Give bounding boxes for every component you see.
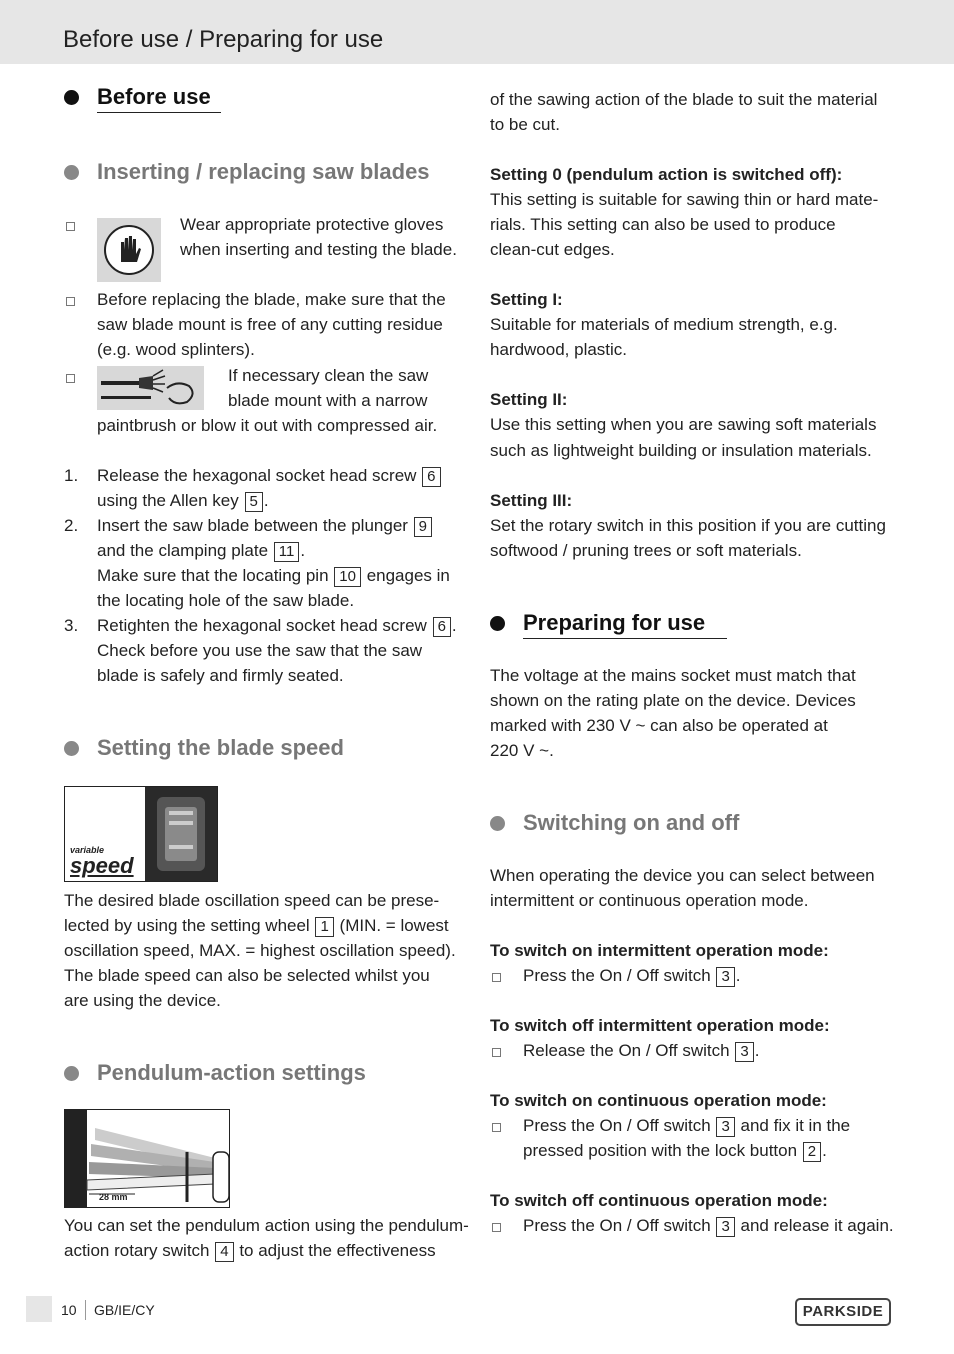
list-bullet [492,1223,501,1232]
gloves-icon [97,218,161,282]
part-ref: 5 [245,492,263,512]
setting-1-title: Setting I: [490,290,563,309]
switching-text-1: When operating the device you can select between [490,866,875,885]
part-ref: 3 [716,1117,734,1137]
region-code: GB/IE/CY [94,1302,155,1318]
preparing-text-3: marked with 230 V ~ can also be operated at [490,716,828,735]
list-bullet [492,1123,501,1132]
heading-bullet [490,816,505,831]
step-3-line-1: Retighten the hexagonal socket head screw 6 . [97,616,457,635]
footer-divider [85,1300,86,1320]
setting-1-text-1: Suitable for materials of medium strength, e.g. [490,315,838,334]
setting-3-text-2: softwood / pruning trees or soft materials. [490,541,802,560]
page-header [0,0,954,64]
on-continuous-text-1: Press the On / Off switch 3 and fix it in the [523,1116,851,1135]
page-number: 10 [61,1302,77,1318]
heading-bullet [64,90,79,105]
step-number: 3. [64,616,79,635]
list-bullet [66,297,75,306]
part-ref: 11 [274,542,300,562]
heading-bullet [64,741,79,756]
pendulum-text-2: action rotary switch 4 to adjust the effectiveness [64,1241,436,1260]
speed-text-4: The blade speed can also be selected whilst you [64,966,430,985]
pendulum-text-1: You can set the pendulum action using the pendulum- [64,1216,469,1235]
speed-text-3: oscillation speed, MAX. = highest oscillation speed). [64,941,456,960]
brand-logo: PARKSIDE [795,1298,891,1326]
part-ref: 10 [334,567,361,587]
step-2-line-4: the locating hole of the saw blade. [97,591,355,610]
glove-text-2: when inserting and testing the blade. [180,240,457,259]
part-ref: 3 [735,1042,753,1062]
part-ref: 3 [716,1217,734,1237]
pendulum-image: 28 mm [64,1109,230,1208]
cont-text-1: of the sawing action of the blade to suit the material [490,90,878,109]
heading-bullet [64,1066,79,1081]
setting-0-title: Setting 0 (pendulum action is switched off): [490,165,843,184]
speed-text-5: are using the device. [64,991,221,1010]
before-use-heading: Before use [97,84,221,113]
on-intermittent-title: To switch on intermittent operation mode: [490,941,829,960]
off-continuous-title: To switch off continuous operation mode: [490,1191,828,1210]
off-continuous-text: Press the On / Off switch 3 and release it again. [523,1216,894,1235]
glove-text-1: Wear appropriate protective gloves [180,215,444,234]
step-2-line-1: Insert the saw blade between the plunger 9 [97,513,433,538]
part-ref: 2 [803,1142,821,1162]
preparing-text-2: shown on the rating plate on the device. Devices [490,691,856,710]
inserting-heading: Inserting / replacing saw blades [97,159,430,184]
step-number: 2. [64,516,79,535]
list-bullet [66,374,75,383]
pendulum-heading: Pendulum-action settings [97,1060,366,1085]
speed-image: variable speed [64,786,218,882]
before-replacing-2: saw blade mount is free of any cutting residue [97,315,443,334]
part-ref: 9 [414,517,432,537]
setting-2-text-2: such as lightweight building or insulation materials. [490,441,872,460]
preparing-text-4: 220 V ~. [490,741,554,760]
preparing-text-1: The voltage at the mains socket must match that [490,666,856,685]
step-1-line-2: using the Allen key 5 . [97,491,269,510]
setting-2-text-1: Use this setting when you are sawing soft materials [490,415,877,434]
list-bullet [66,222,75,231]
off-intermittent-title: To switch off intermittent operation mode: [490,1016,830,1035]
speed-heading: Setting the blade speed [97,735,344,760]
part-ref: 4 [215,1242,233,1262]
setting-1-text-2: hardwood, plastic. [490,340,628,359]
step-1-line-1: Release the hexagonal socket head screw 6 [97,463,442,488]
step-2-line-2: and the clamping plate 11 . [97,541,306,560]
heading-bullet [64,165,79,180]
step-3-line-3: blade is safely and firmly seated. [97,666,344,685]
step-2-line-3: Make sure that the locating pin 10 engages in [97,566,450,585]
setting-0-text-3: clean-cut edges. [490,240,615,259]
setting-0-text-1: This setting is suitable for sawing thin or hard mate- [490,190,879,209]
off-intermittent-text: Release the On / Off switch 3 . [523,1041,760,1060]
speed-text-1: The desired blade oscillation speed can be prese- [64,891,440,910]
clean-text-2: blade mount with a narrow [228,391,428,410]
on-intermittent-text: Press the On / Off switch 3 . [523,966,741,985]
on-continuous-title: To switch on continuous operation mode: [490,1091,827,1110]
footer-marker [26,1296,52,1322]
setting-0-text-2: rials. This setting can also be used to produce [490,215,836,234]
setting-3-title: Setting III: [490,491,573,510]
heading-bullet [490,616,505,631]
clean-text-1: If necessary clean the saw [228,366,429,385]
page-title: Before use / Preparing for use [63,26,384,53]
setting-2-title: Setting II: [490,390,568,409]
speed-text-2: lected by using the setting wheel 1 (MIN. = lowest [64,916,449,935]
step-number: 1. [64,466,79,485]
before-replacing-3: (e.g. wood splinters). [97,340,255,359]
on-continuous-text-2: pressed position with the lock button 2 . [523,1141,827,1160]
step-3-line-2: Check before you use the saw that the saw [97,641,423,660]
setting-3-text-1: Set the rotary switch in this position if you are cutting [490,516,886,535]
brush-image [97,366,204,410]
switching-heading: Switching on and off [523,810,740,835]
part-ref: 6 [422,467,440,487]
list-bullet [492,1048,501,1057]
switching-text-2: intermittent or continuous operation mode. [490,891,809,910]
part-ref: 3 [716,967,734,987]
cont-text-2: to be cut. [490,115,560,134]
part-ref: 1 [315,917,333,937]
list-bullet [492,973,501,982]
preparing-heading: Preparing for use [523,610,727,639]
clean-text-3: paintbrush or blow it out with compressed air. [97,416,438,435]
before-replacing-1: Before replacing the blade, make sure that the [97,290,446,309]
part-ref: 6 [433,617,451,637]
